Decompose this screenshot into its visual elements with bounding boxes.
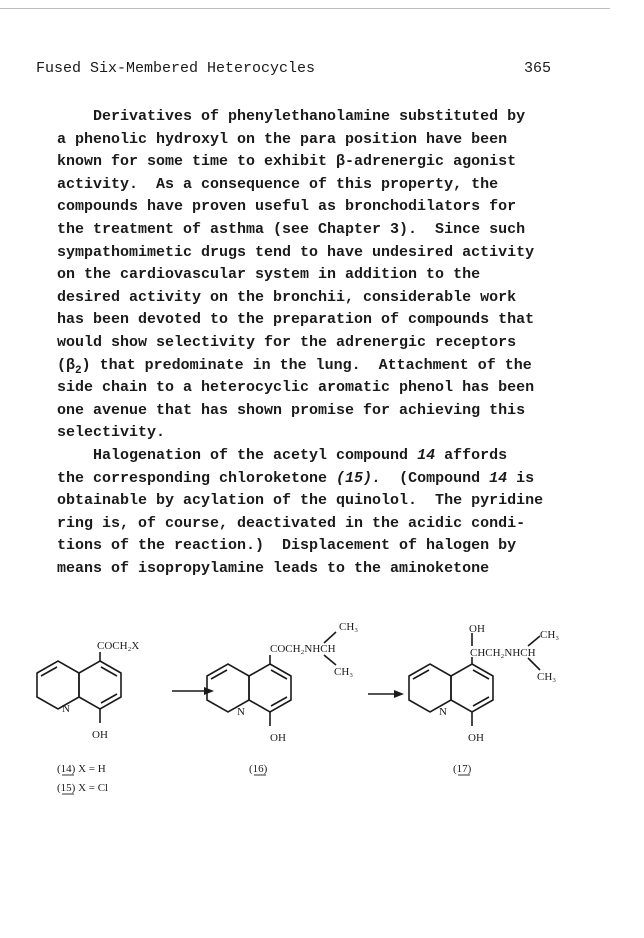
p2-line-5: tions of the reaction.) Displacement of halogen by [57, 537, 517, 555]
double-bond [473, 670, 489, 679]
double-bond [41, 667, 57, 676]
compound-label-17: (17) [453, 763, 472, 775]
benzo-ring [451, 664, 493, 712]
double-bond [101, 667, 117, 676]
pyridine-ring [409, 664, 451, 712]
hydroxyl-label: OH [270, 732, 286, 744]
bond-to-ch3 [324, 655, 336, 665]
p1-line-6: the treatment of asthma (see Chapter 3). Since such [57, 220, 526, 238]
methyl-bottom: CH₃ [537, 671, 557, 683]
p1-line-15: selectivity. [57, 424, 166, 442]
substituent-amine: COCH₂NHCH [270, 643, 336, 655]
running-title: Fused Six-Membered Heterocycles [36, 60, 316, 77]
substituent-aminoalcohol: CHCH₂NHCH [470, 647, 536, 659]
compound-ref-14: 14 [489, 469, 508, 487]
reaction-scheme [0, 605, 644, 805]
bond-to-ch3 [324, 632, 336, 643]
methyl-top: CH₃ [339, 621, 359, 633]
p1-line-5: compounds have proven useful as bronchodilators for [57, 198, 517, 216]
double-bond [211, 670, 227, 679]
compound-ref-15: (15). [336, 469, 382, 487]
nitrogen-label: N [62, 703, 70, 715]
benzo-ring [79, 661, 121, 709]
p1-line-3: known for some time to exhibit β-adrenergic agonist [57, 153, 517, 171]
p1-line-7: sympathomimetic drugs tend to have undesired activity [57, 243, 535, 261]
p2-text: is [507, 469, 535, 487]
p1-line-14: one avenue that has shown promise for achieving this [57, 401, 526, 419]
substituent-cocH2x: COCH₂X [97, 640, 140, 652]
benzo-ring [249, 664, 291, 712]
p2-line-2 [57, 468, 577, 491]
methyl-bottom: CH₃ [334, 666, 354, 678]
compound-label-14: (14) X = H [57, 763, 106, 775]
p1-line-1: Derivatives of phenylethanolamine substituted by [57, 108, 526, 125]
p1-line-12 [57, 355, 577, 378]
beta-subscript: 2 [75, 364, 82, 377]
double-bond [413, 670, 429, 679]
p1-line-4: activity. As a consequence of this property, the [57, 175, 499, 193]
p1-line-9: desired activity on the bronchii, considerable work [57, 288, 517, 306]
hydroxyl-label: OH [468, 732, 484, 744]
compound-14-15-structure [37, 652, 121, 723]
p1-line-11: would show selectivity for the adrenergic receptors [57, 333, 517, 351]
bond-to-ch3 [528, 658, 540, 670]
body-text [57, 106, 577, 580]
double-bond [473, 697, 489, 706]
pyridine-ring [207, 664, 249, 712]
nitrogen-label: N [439, 706, 447, 718]
p1-line-10: has been devoted to the preparation of compounds that [57, 311, 535, 329]
p1-line-2: a phenolic hydroxyl on the para position have been [57, 130, 508, 148]
p2-line-1 [57, 445, 577, 468]
hydroxyl-label: OH [92, 729, 108, 741]
reaction-arrow-2 [368, 690, 404, 698]
label-underlines [62, 775, 470, 794]
methyl-top: CH₃ [540, 629, 560, 641]
p1-line-8: on the cardiovascular system in addition to the [57, 266, 481, 284]
compound-label-15: (15) X = Cl [57, 782, 109, 794]
p2-line-6: means of isopropylamine leads to the aminoketone [57, 559, 490, 577]
double-bond [271, 697, 287, 706]
p2-line-4: ring is, of course, deactivated in the acidic condi- [57, 514, 526, 532]
compound-label-16: (16) [249, 763, 268, 775]
p2-text: Halogenation of the acetyl compound [57, 446, 418, 464]
bond-to-ch3 [528, 636, 540, 646]
beta-rest: ) that predominate in the lung. Attachment of the [81, 356, 532, 374]
p1-line-13: side chain to a heterocyclic aromatic phenol has been [57, 379, 535, 397]
top-rule [0, 8, 610, 9]
page-number: 365 [524, 60, 552, 77]
nitrogen-label: N [237, 706, 245, 718]
p2-text: the corresponding chloroketone [57, 469, 337, 487]
double-bond [271, 670, 287, 679]
hydroxyl-top: OH [469, 623, 485, 635]
p2-text: affords [435, 446, 508, 464]
pyridine-ring [37, 661, 79, 709]
compound-ref-14: 14 [417, 446, 436, 464]
double-bond [101, 694, 117, 703]
beta-open: (β [57, 356, 76, 374]
p2-text: (Compound [381, 469, 490, 487]
p2-line-3: obtainable by acylation of the quinolol. The pyridine [57, 492, 544, 510]
